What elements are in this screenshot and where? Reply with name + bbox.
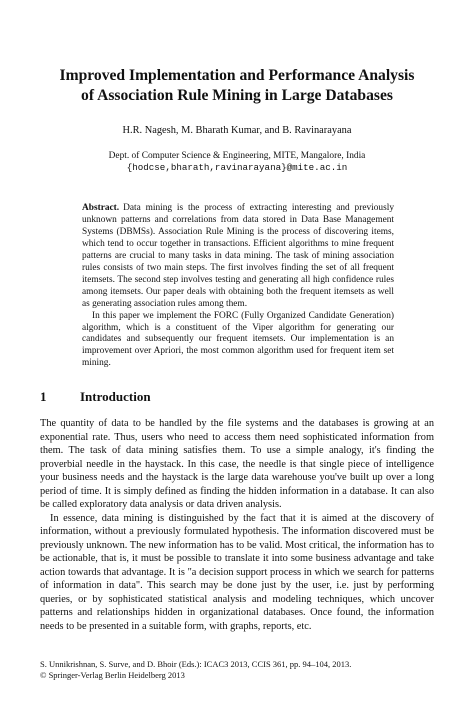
section-body: [40, 417, 434, 633]
paper-title: [40, 66, 434, 106]
affiliation-block: [40, 150, 434, 174]
footer-citation: S. Unnikrishnan, S. Surve, and D. Bhoir (Eds.): ICAC3 2013, CCIS 361, pp. 94–104, 2013.: [40, 659, 352, 669]
title-line-1: Improved Implementation and Performance Analysis: [59, 67, 415, 84]
author-emails: {hodcse,bharath,ravinarayana}@mite.ac.in: [126, 162, 348, 173]
section-title: Introduction: [80, 389, 151, 404]
section-heading: [40, 389, 434, 405]
author-list: H.R. Nagesh, M. Bharath Kumar, and B. Ravinarayana: [122, 125, 352, 136]
abstract-block: [82, 203, 394, 370]
body-paragraph-2: In essence, data mining is distinguished by the fact that it is aimed at the discovery of information, without a previously formulated hypothesis. The information discovered must be previously unknown. The new information has to be valid. Most critical, the information has to be actionable, that is, it must be possible to translate it into some business advantage and take action towards that advantage. It is "a decision support process in which we search for patterns of information in data". This search may be done just by the user, i.e. just by performing queries, or by sophisticated statistical analysis and modeling techniques, which uncover patterns and relationships hidden in organizational databases. Once found, the information needs to be presented in a suitable form, with graphs, reports, etc.: [40, 512, 434, 632]
body-paragraph-1: The quantity of data to be handled by the file systems and the databases is growing at an exponential rate. Thus, users who need to access them need sophisticated information from them. The task of data mining satisfies them. To use a simple analogy, it's finding the proverbial needle in the haystack. In this case, the needle is that single piece of intelligence your business needs and the haystack is the large data warehouse you've built up over a long period of time. It is simply defined as finding the hidden information in a database. It can also be called exploratory data analysis or data driven analysis.: [40, 418, 434, 510]
affiliation-text: Dept. of Computer Science & Engineering, MITE, Mangalore, India: [108, 151, 366, 161]
abstract-paragraph-1: [82, 203, 394, 311]
page-footer: [40, 659, 434, 681]
abstract-label: Abstract.: [82, 203, 120, 213]
abstract-paragraph-2: In this paper we implement the FORC (Fully Organized Candidate Generation) algorithm, which is a constituent of the Viper algorithm for generating our candidates and subsequently our frequent itemsets. Our implementation is an improvement over Apriori, the most common algorithm used for frequent item set mining.: [82, 310, 394, 369]
section-number: 1: [40, 389, 47, 404]
abstract-text-1: Data mining is the process of extracting interesting and previously unknown patterns and correlations from data stored in Data Base Management Systems (DBMSs). Association Rule Mining is the process of discovering items, which tend to occur together in transactions. Efficient algorithms to mine frequent patterns are crucial to many tasks in data mining. The task of mining association rules consists of two main steps. The first involves finding the set of all frequent itemsets. The second step involves testing and generating all high confidence rules among itemsets. Our paper deals with obtaining both the frequent itemsets as well as generating association rules among them.: [82, 203, 394, 309]
title-line-2: of Association Rule Mining in Large Databases: [81, 87, 393, 104]
footer-copyright: © Springer-Verlag Berlin Heidelberg 2013: [40, 670, 185, 680]
